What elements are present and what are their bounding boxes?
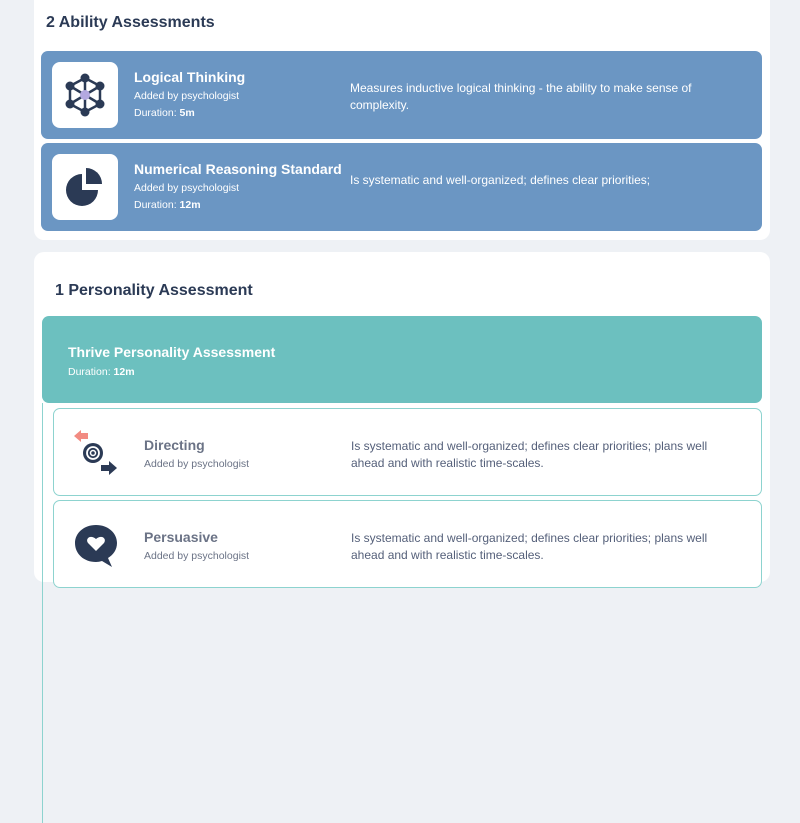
added-by: Added by psychologist: [134, 90, 240, 102]
duration-label: Duration:: [68, 366, 111, 378]
assessment-title: Logical Thinking: [134, 69, 246, 85]
section-heading: 2 Ability Assessments: [46, 14, 215, 31]
duration-label: Duration:: [134, 107, 177, 119]
trait-card[interactable]: [53, 408, 762, 496]
assessment-description: Measures inductive logical thinking - the ability to make sense of complexity.: [350, 81, 692, 112]
assessment-card[interactable]: [41, 51, 762, 139]
network-icon: [52, 62, 118, 128]
ability-section: [34, 0, 770, 240]
pie-chart-icon: [52, 154, 118, 220]
target-arrows-icon: [72, 429, 122, 479]
added-by: Added by psychologist: [134, 182, 240, 194]
added-by: Added by psychologist: [144, 550, 250, 562]
assessment-title: Numerical Reasoning Standard: [134, 161, 342, 177]
trait-description: Is systematic and well-organized; defines clear priorities; plans well ahead and with realistic time-scales.: [351, 439, 708, 470]
duration-label: Duration:: [134, 199, 177, 211]
duration: [68, 366, 135, 378]
trait-title: Directing: [144, 437, 205, 453]
duration: [134, 199, 201, 211]
personality-card[interactable]: [42, 316, 762, 403]
assessment-card[interactable]: [41, 143, 762, 231]
duration-value: 12m: [113, 366, 135, 378]
duration: [134, 107, 195, 119]
section-heading: 1 Personality Assessment: [55, 282, 253, 299]
personality-section: [34, 252, 770, 582]
duration-value: 12m: [179, 199, 201, 211]
added-by: Added by psychologist: [144, 458, 250, 470]
trait-title: Persuasive: [144, 529, 218, 545]
assessment-title: Thrive Personality Assessment: [68, 344, 276, 360]
assessment-description: Is systematic and well-organized; defines clear priorities;: [350, 173, 651, 187]
trait-description: Is systematic and well-organized; defines clear priorities; plans well ahead and with realistic time-scales.: [351, 531, 708, 562]
duration-value: 5m: [179, 107, 195, 119]
trait-card[interactable]: [53, 500, 762, 588]
